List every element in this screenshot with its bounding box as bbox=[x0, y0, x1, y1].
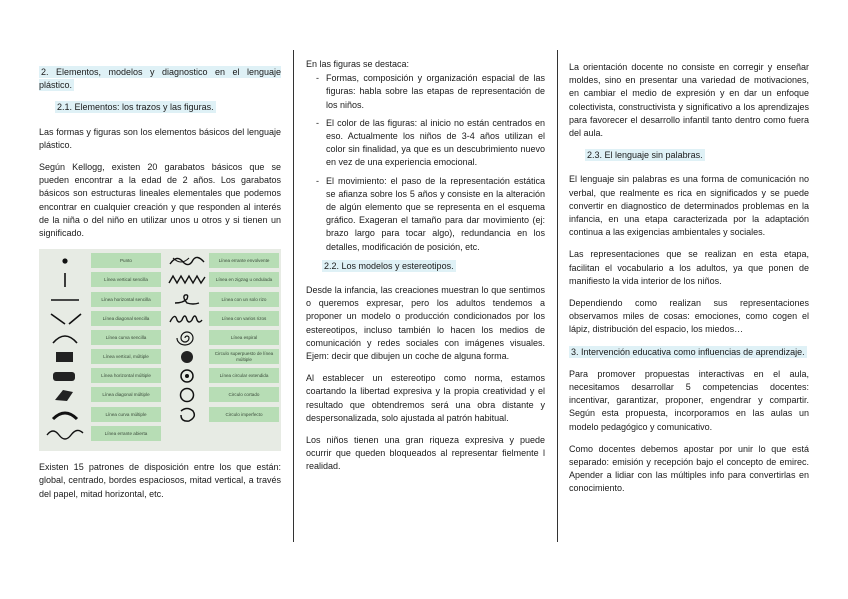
paragraph: Dependiendo como realizan sus representaciones observamos miles de cosas: emociones, como cogen el lápiz, distribución del espacio, los miedos… bbox=[569, 298, 809, 335]
pattern-label: Circulo cortado bbox=[209, 387, 279, 402]
enveloping-wandering-line-glyph bbox=[167, 252, 207, 270]
paragraph: El lenguaje sin palabras es una forma de comunicación no verbal, que realmente es rica en significados y se puede convertir en diagnostico de determinados problemas en la infancia, en una etapa caracterizada por la adaptación continua a las exigencias ambientales y sociales. bbox=[569, 174, 809, 238]
horizontal-line-glyph bbox=[45, 291, 85, 309]
paragraph: Para promover propuestas interactivas en el aula, necesitamos desarrollar 5 competencias docentes: incentivar, garantizar, proponer, engendrar y compartir. Según esta propuesta, incorporamos en las aulas un modelo pedagógico y comunicativo. bbox=[569, 368, 809, 432]
paragraph: En las figuras se destaca: bbox=[306, 59, 410, 69]
paragraph: La orientación docente no consiste en corregir y enseñar moldes, sino en presentar una variedad de motivaciones, en cambiar el medio de expresión y en dar un enfoque colectivista, constructivista y significativo a los aprendizajes para favorecer el desarrollo infantil tanto dentro como fuera del aula. bbox=[569, 62, 809, 139]
paragraph: Como docentes debemos apostar por unir lo que está separado: emisión y recepción bajo el concepto de emirec. Apender a lidiar con las múltiples info para convertirlas en conocimiento. bbox=[569, 443, 809, 494]
overlapping-circle-glyph bbox=[167, 348, 207, 366]
heading-section-2-3: 2.3. El lenguaje sin palabras. bbox=[587, 150, 703, 161]
vertical-line-glyph bbox=[45, 271, 85, 289]
pattern-label: Línea espiral bbox=[209, 330, 279, 345]
paragraph: Según Kellogg, existen 20 garabatos básicos que se pueden encontrar a la edad de 2 años. Los garabatos básicos son estructuras lineales elementales que podemos encontrar en cualquier creación y que responden al interés de la niña o del niño en utilizar unos u otros y si tienen un significado. bbox=[39, 162, 281, 239]
pattern-label: Punto bbox=[91, 253, 161, 268]
pattern-label: Circulo imperfecto bbox=[209, 407, 279, 422]
pattern-label: Línea errante abierta bbox=[91, 426, 161, 441]
paragraph: Al establecer un estereotipo como norma, estamos coartando la libertad expresiva y la propia creatividad y el resultado que obtendremos será una obra distante y despersonalizada, solo ajustada al patrón habitual. bbox=[306, 373, 545, 423]
pattern-label: Línea en zigzag u ondulada bbox=[209, 272, 279, 287]
pattern-label: Línea curva sencilla bbox=[91, 330, 161, 345]
column-2 bbox=[306, 58, 545, 483]
column-divider-right bbox=[557, 50, 558, 542]
pattern-label: Línea diagonal múltiple bbox=[91, 387, 161, 402]
column-3 bbox=[569, 58, 809, 505]
list-item: - El movimiento: el paso de la representación estática se afianza sobre los 5 años y consiste en la alteración de algún elemento que se representa en el esquema gráfico. Exageran el tamaño para dar movimiento (ej: brazo largo para tocar algo), redundancia en los detalles, modificación de posición, etc. bbox=[326, 175, 545, 254]
scribble-patterns-figure bbox=[39, 249, 281, 451]
pattern-label: Línea vertical sencilla bbox=[91, 272, 161, 287]
dot-glyph bbox=[45, 252, 85, 270]
pattern-label: Línea horizontal múltiple bbox=[91, 368, 161, 383]
pattern-label: Línea con un solo rizo bbox=[209, 292, 279, 307]
single-loop-glyph bbox=[167, 291, 207, 309]
heading-section-2-2: 2.2. Los modelos y estereotipos. bbox=[324, 260, 454, 271]
paragraph: Las representaciones que se realizan en esta etapa, facilitan el vocabulario a los adultos, ya que ponen de manifiesto la vida interior de los niños. bbox=[569, 249, 809, 286]
heading-section-3: 3. Intervención educativa como influencias de aprendizaje. bbox=[571, 346, 805, 357]
cut-circle-glyph bbox=[167, 386, 207, 404]
spiral-glyph bbox=[167, 329, 207, 347]
multiple-diagonal-glyph bbox=[45, 386, 85, 404]
pattern-label: Circulo superpuesto de línea múltiple bbox=[209, 349, 279, 364]
pattern-label: Línea errante envolvente bbox=[209, 253, 279, 268]
heading-section-2: 2. Elementos, modelos y diagnostico en el lenguaje plástico. bbox=[39, 67, 281, 91]
pattern-label: Línea curva múltiple bbox=[91, 407, 161, 422]
paragraph: Existen 15 patrones de disposición entre los que están: global, centrado, bordes espaciosos, mitad vertical, a través del papel, mitad horizontal, etc. bbox=[39, 462, 281, 499]
column-divider-left bbox=[293, 50, 294, 542]
multiple-curved-glyph bbox=[45, 406, 85, 424]
figure-aspects-list bbox=[306, 72, 545, 254]
zigzag-line-glyph bbox=[167, 271, 207, 289]
paragraph: Desde la infancia, las creaciones muestran lo que sentimos o queremos expresar, pero los adultos tendemos a proponer un modelo o producción condicionados por los estereotipos, incluso también lo hacen los medios de comunicación y redes sociales con imágenes visuales. Ejem: decir que dibujen un coche de alguna forma. bbox=[306, 285, 545, 362]
pattern-label: Línea horizontal sencilla bbox=[91, 292, 161, 307]
imperfect-circle-glyph bbox=[167, 406, 207, 424]
multiple-vertical-glyph bbox=[45, 348, 85, 366]
multiple-horizontal-glyph bbox=[45, 367, 85, 385]
curved-line-glyph bbox=[45, 329, 85, 347]
open-wandering-line-glyph bbox=[45, 425, 85, 443]
pattern-label: Línea vertical, múltiple bbox=[91, 349, 161, 364]
pattern-label: Línea con varios rizos bbox=[209, 311, 279, 326]
paragraph: Los niños tienen una gran riqueza expresiva y puede ocurrir que queden bloqueados al representar fielmente l realidad. bbox=[306, 435, 545, 472]
list-item: - El color de las figuras: al inicio no están centrados en eso. Actualmente los niños de 3-4 años utilizan el color sin finalidad, ya que es un descubrimiento nuevo en vez de una experiencia emocional. bbox=[326, 117, 545, 170]
extended-circular-line-glyph bbox=[167, 367, 207, 385]
paragraph: Las formas y figuras son los elementos básicos del lenguaje plástico. bbox=[39, 126, 281, 150]
diagonal-line-glyph bbox=[45, 310, 85, 328]
pattern-label: Línea diagonal sencilla bbox=[91, 311, 161, 326]
heading-section-2-1: 2.1. Elementos: los trazos y las figuras. bbox=[57, 102, 214, 113]
pattern-label: Línea circular extendida bbox=[209, 368, 279, 383]
multiple-loops-glyph bbox=[167, 310, 207, 328]
list-item: - Formas, composición y organización espacial de las figuras: habla sobre las etapas de representación de los niños. bbox=[326, 72, 545, 112]
column-1 bbox=[39, 58, 281, 510]
